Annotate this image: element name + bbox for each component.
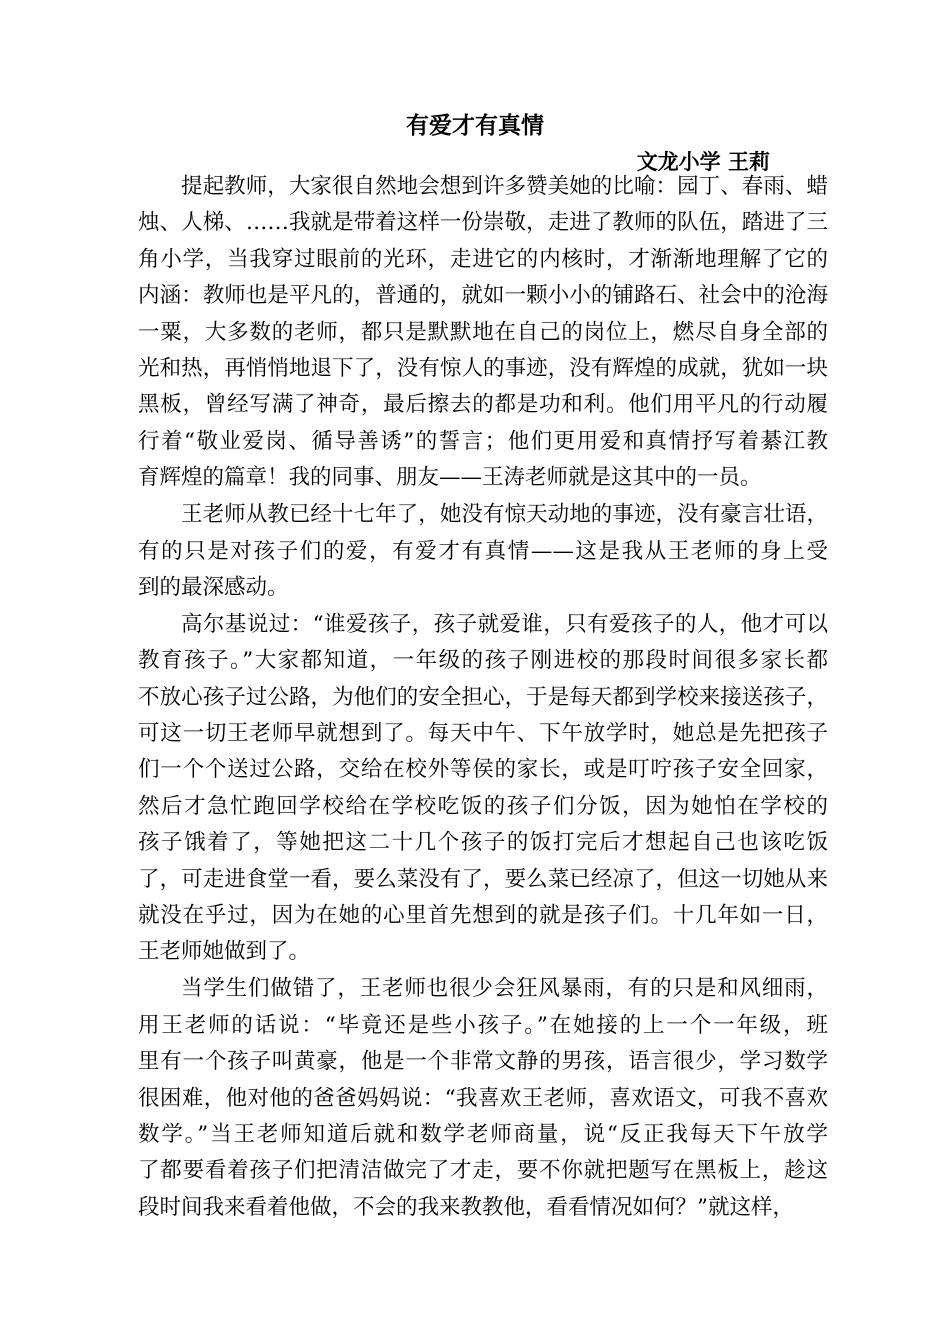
paragraph-line: 孩子饿着了，等她把这二十几个孩子的饭打完后才想起自己也该吃饭 [138,830,828,856]
paragraph-line: 段时间我来看着他做，不会的我来教教他，看看情况如何？”就这样， [138,1194,794,1220]
paragraph-line: 了都要看着孩子们把清洁做完了才走，要不你就把题写在黑板上，趁这 [138,1158,828,1184]
paragraph-line: 黑板，曾经写满了神奇，最后擦去的都是功和利。他们用平凡的行动履 [138,392,828,418]
paragraph-line: 育辉煌的篇章！我的同事、朋友——王涛老师就是这其中的一员。 [138,465,762,491]
paragraph-line: 提起教师，大家很自然地会想到许多赞美她的比喻：园丁、春雨、蜡 [181,174,828,199]
paragraph-line: 王老师从教已经十七年了，她没有惊天动地的事迹，没有豪言壮语， [181,502,828,528]
paragraph-line: 教育孩子。”大家都知道，一年级的孩子刚进校的那段时间很多家长都 [138,648,828,674]
paragraph-line: 可这一切王老师早就想到了。每天中午、下午放学时，她总是先把孩子 [138,721,828,746]
paragraph-line: 然后才急忙跑回学校给在学校吃饭的孩子们分饭，因为她怕在学校的 [138,793,828,819]
paragraph-line: 烛、人梯、……我就是带着这样一份崇敬，走进了教师的队伍，踏进了三 [138,210,828,236]
paragraph-line: 行着“敬业爱岗、循导善诱”的誓言；他们更用爱和真情抒写着綦江教 [138,428,828,454]
paragraph-line: 一粟，大多数的老师，都只是默默地在自己的岗位上，燃尽自身全部的 [138,319,828,345]
document-author: 文龙小学 王莉 [636,150,770,174]
paragraph-line: 当学生们做错了，王老师也很少会狂风暴雨，有的只是和风细雨， [181,976,828,1002]
paragraph-line: 王老师她做到了。 [138,939,311,965]
paragraph-line: 内涵：教师也是平凡的，普通的，就如一颗小小的铺路石、社会中的沧海 [138,283,828,309]
paragraph-line: 有的只是对孩子们的爱，有爱才有真情——这是我从王老师的身上受 [138,538,828,564]
document-title: 有爱才有真情 [406,113,544,139]
paragraph-line: 角小学，当我穿过眼前的光环，走进它的内核时，才渐渐地理解了它的 [138,246,828,272]
paragraph-line: 不放心孩子过公路，为他们的安全担心，于是每天都到学校来接送孩子， [138,684,828,710]
paragraph-line: 数学。”当王老师知道后就和数学老师商量，说“反正我每天下午放学 [138,1121,828,1147]
paragraph-line: 很困难，他对他的爸爸妈妈说：“我喜欢王老师，喜欢语文，可我不喜欢 [138,1085,828,1111]
paragraph-line: 了，可走进食堂一看，要么菜没有了，要么菜已经凉了，但这一切她从来 [138,866,828,892]
paragraph-line: 就没在乎过，因为在她的心里首先想到的就是孩子们。十几年如一日， [138,903,828,928]
paragraph-line: 里有一个孩子叫黄豪，他是一个非常文静的男孩，语言很少，学习数学 [138,1049,828,1075]
paragraph-line: 光和热，再悄悄地退下了，没有惊人的事迹，没有辉煌的成就，犹如一块 [138,356,828,381]
paragraph-line: 到的最深感动。 [138,574,289,600]
paragraph-line: 高尔基说过：“谁爱孩子，孩子就爱谁，只有爱孩子的人，他才可以 [181,611,828,637]
paragraph-line: 们一个个送过公路，交给在校外等侯的家长，或是叮咛孩子安全回家， [138,757,828,783]
paragraph-line: 用王老师的话说：“毕竟还是些小孩子。”在她接的上一个一年级，班 [138,1012,828,1038]
